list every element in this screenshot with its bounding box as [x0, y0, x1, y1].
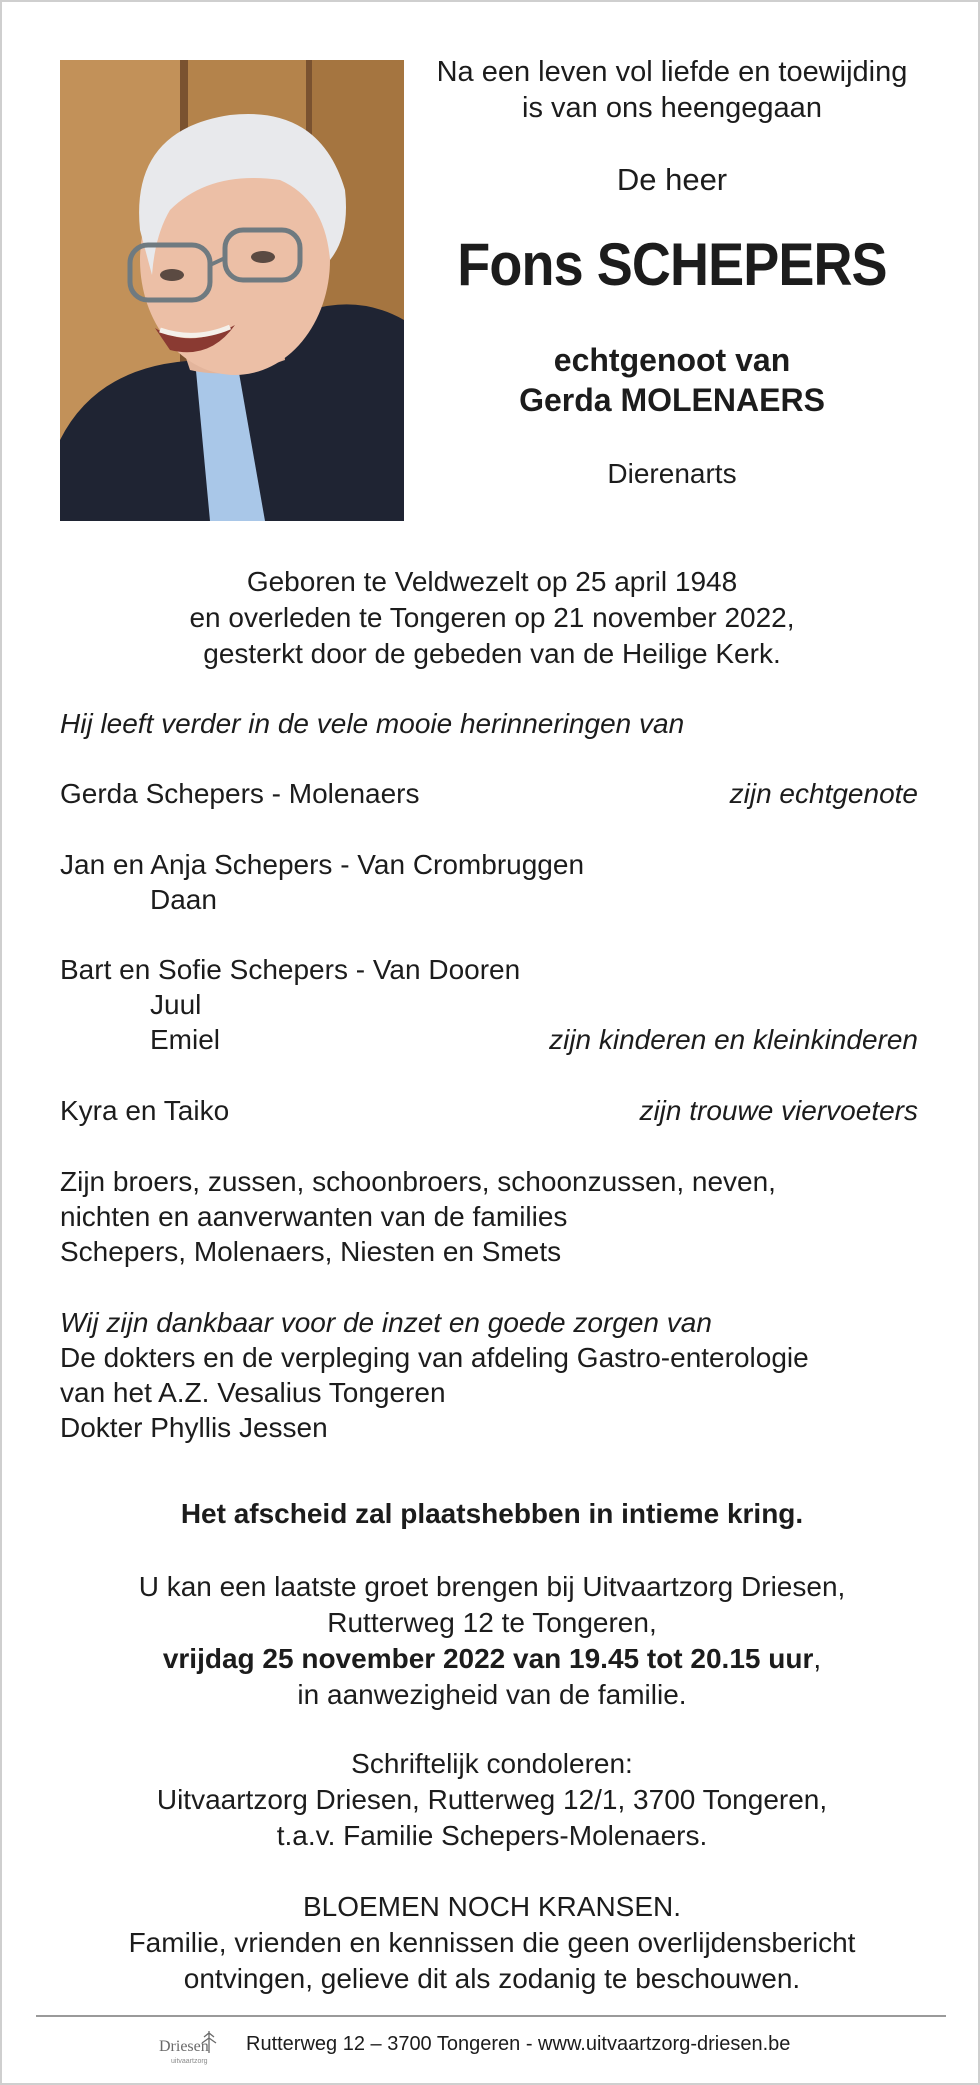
spouse-role: zijn echtgenote: [729, 778, 918, 809]
gratitude-intro: Wij zijn dankbaar voor de inzet en goede zorgen van: [60, 1307, 712, 1338]
title-prefix: De heer: [616, 162, 728, 197]
footer-divider: [36, 2015, 946, 2017]
driesen-logo: [157, 2027, 227, 2067]
child2-grandchild-1: Juul: [150, 989, 202, 1020]
portrait-photo: [60, 60, 404, 521]
gratitude-block: [60, 1305, 920, 1445]
footer-address: Rutterweg 12 – 3700 Tongeren - www.uitvaartzorg-driesen.be: [246, 2033, 791, 2055]
child2-name: Bart en Sofie Schepers - Van Dooren: [60, 954, 521, 985]
flowers-heading: BLOEMEN NOCH KRANSEN.: [302, 1891, 682, 1922]
intro-line-1: Na een leven vol liefde en toewijding: [436, 56, 908, 88]
relatives-block: [60, 1164, 920, 1269]
family-child-2: [60, 952, 920, 1022]
flowers-line-1: Familie, vrienden en kennissen die geen overlijdensbericht: [128, 1927, 856, 1958]
pets-role: zijn trouwe viervoeters: [639, 1095, 918, 1126]
visit-line-3: [2, 1641, 980, 1677]
visit-block: [2, 1569, 980, 1713]
child1-name: Jan en Anja Schepers - Van Crombruggen: [60, 849, 585, 880]
family-row-pets: [60, 1093, 918, 1129]
flowers-line-2: ontvingen, gelieve dit als zodanig te beschouwen.: [183, 1963, 801, 1994]
relatives-line-1: Zijn broers, zussen, schoonbroers, schoonzussen, neven,: [60, 1166, 776, 1197]
visit-line-3-suffix: ,: [813, 1643, 822, 1674]
spouse-name: Gerda Schepers - Molenaers: [60, 778, 420, 809]
condolences-heading: Schriftelijk condoleren:: [351, 1748, 633, 1779]
condolences-line-2: t.a.v. Familie Schepers-Molenaers.: [276, 1820, 708, 1851]
gratitude-line-1: De dokters en de verpleging van afdeling Gastro-enterologie: [60, 1342, 809, 1373]
visit-datetime: vrijdag 25 november 2022 van 19.45 tot 20.15 uur: [162, 1643, 814, 1674]
family-child-1: [60, 847, 920, 917]
family-row-grandchild: [60, 1022, 918, 1058]
visit-line-4: in aanwezigheid van de familie.: [297, 1679, 687, 1710]
spouse-info: [402, 340, 942, 420]
family-row-spouse: [60, 776, 918, 812]
condolences-line-1: Uitvaartzorg Driesen, Rutterweg 12/1, 3700 Tongeren,: [156, 1784, 828, 1815]
logo-subtext: uitvaartzorg: [171, 2058, 208, 2065]
intro-line-2: is van ons heengegaan: [522, 92, 822, 124]
farewell-notice: Het afscheid zal plaatshebben in intieme kring.: [180, 1498, 804, 1529]
church-line: gesterkt door de gebeden van de Heilige Kerk.: [203, 638, 781, 669]
profession: Dierenarts: [607, 458, 737, 489]
children-role: zijn kinderen en kleinkinderen: [549, 1024, 918, 1055]
flowers-block: [2, 1889, 980, 1997]
logo-text: Driesen: [159, 2038, 209, 2055]
intro-text: [402, 54, 942, 126]
birth-line: Geboren te Veldwezelt op 25 april 1948: [246, 566, 738, 597]
relatives-line-3: Schepers, Molenaers, Niesten en Smets: [60, 1236, 562, 1267]
gratitude-line-2: van het A.Z. Vesalius Tongeren: [60, 1377, 446, 1408]
birth-death-block: [2, 564, 980, 672]
visit-line-2: Rutterweg 12 te Tongeren,: [327, 1607, 657, 1638]
condolences-block: [2, 1746, 980, 1854]
spouse-line-1: echtgenoot van: [553, 342, 791, 378]
child2-grandchild-2: Emiel: [150, 1024, 221, 1055]
visit-line-1: U kan een laatste groet brengen bij Uitvaartzorg Driesen,: [138, 1571, 846, 1602]
deceased-name: Fons SCHEPERS: [457, 231, 887, 298]
child1-grandchild: Daan: [150, 884, 217, 915]
gratitude-line-3: Dokter Phyllis Jessen: [60, 1412, 328, 1443]
pets-names: Kyra en Taiko: [60, 1095, 230, 1126]
death-line: en overleden te Tongeren op 21 november 2022,: [189, 602, 795, 633]
memories-intro: Hij leeft verder in de vele mooie herinneringen van: [60, 708, 685, 739]
spouse-line-2: Gerda MOLENAERS: [519, 382, 825, 418]
relatives-line-2: nichten en aanverwanten van de families: [60, 1201, 568, 1232]
